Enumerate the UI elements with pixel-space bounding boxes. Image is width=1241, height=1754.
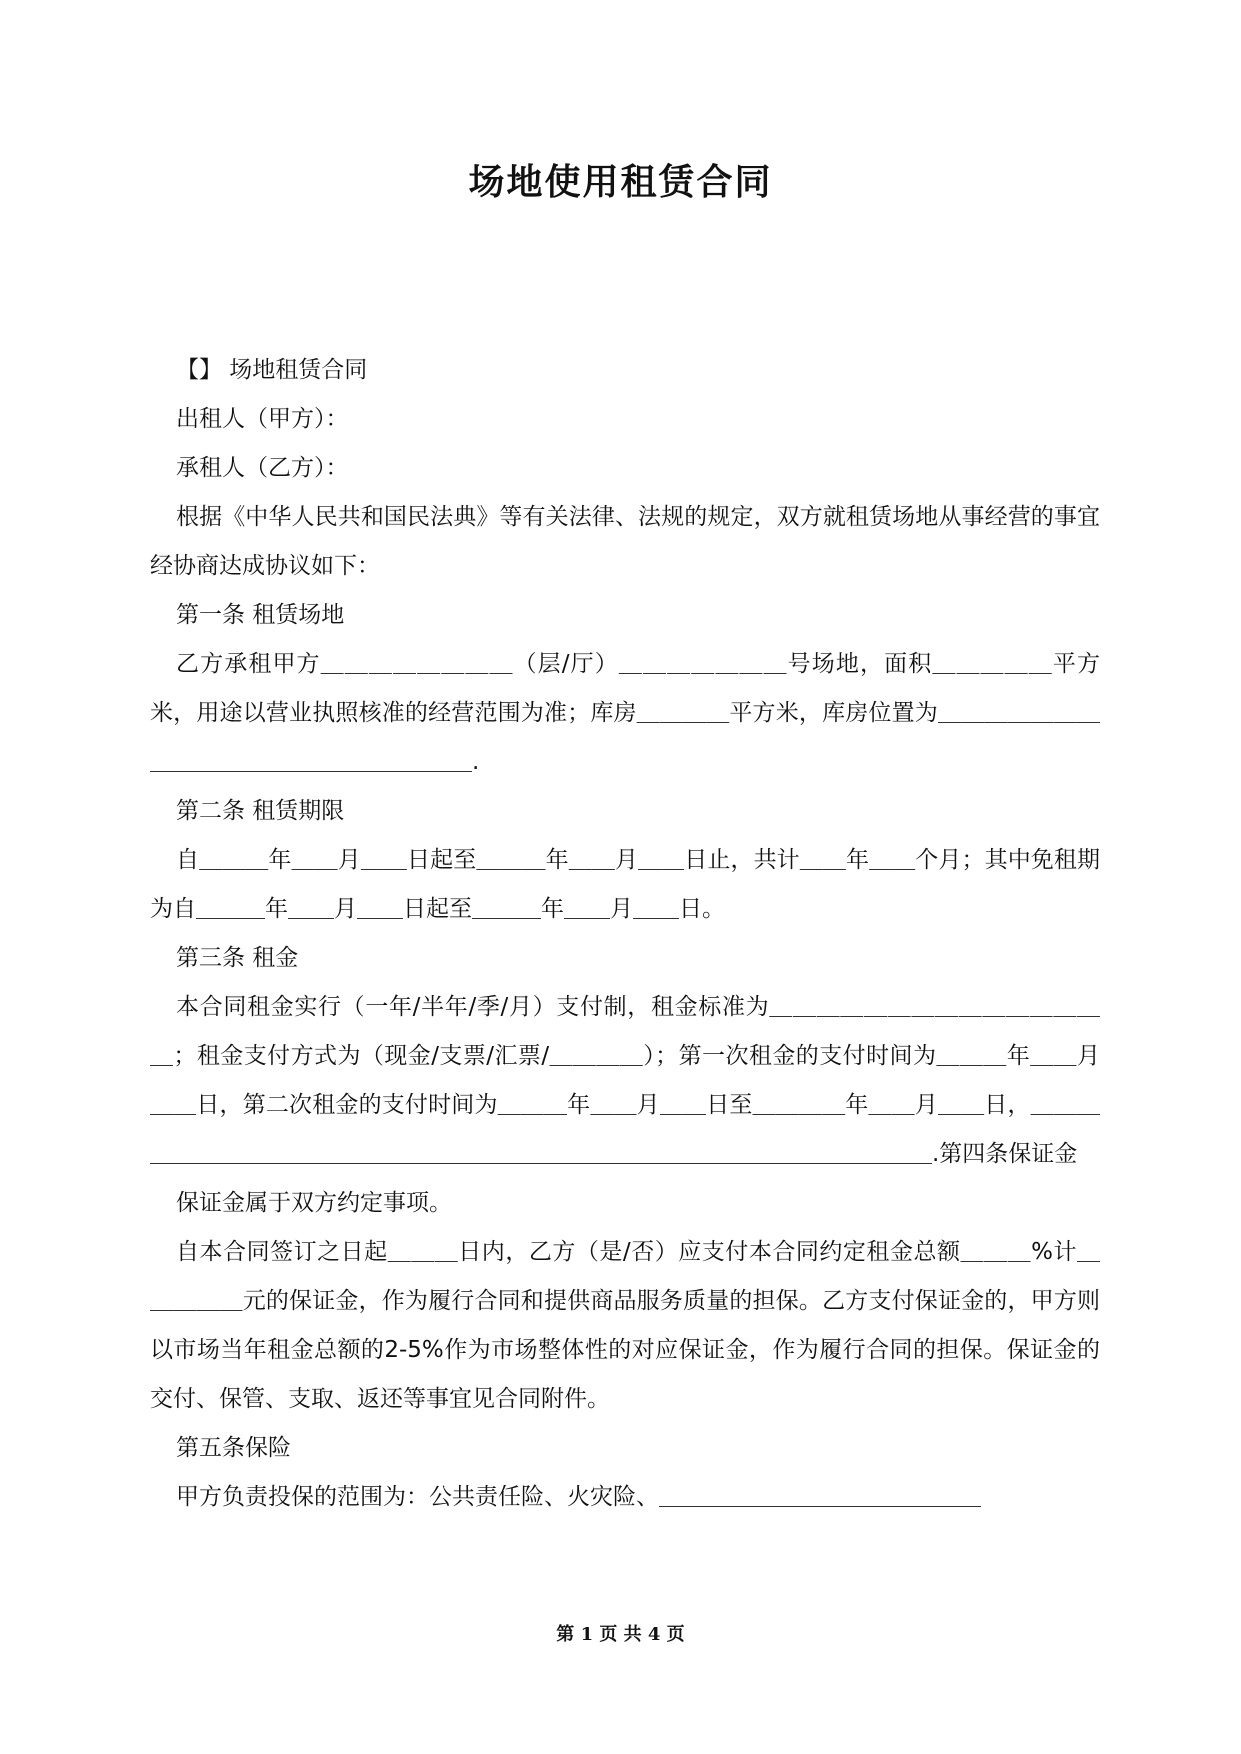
paragraph: 甲方负责投保的范围为：公共责任险、火灾险、＿＿＿＿＿＿＿＿＿＿＿＿＿＿ — [176, 1484, 981, 1510]
paragraph: 本合同租金实行（一年/半年/季/月）支付制，租金标准为＿＿＿＿＿＿＿＿＿＿＿＿＿＿＿；租金支付方式为（现金/支票/汇票/＿＿＿＿）；第一次租金的支付时间为＿＿＿年＿＿月＿＿日，第二次租金的支付时间为＿＿＿年＿＿月＿＿日至＿＿＿＿年＿＿月＿＿日，＿＿＿＿＿＿＿＿＿＿＿＿＿＿＿＿＿＿＿＿＿＿＿＿＿＿＿＿＿＿＿＿＿＿＿＿＿.第四条保证金 — [150, 994, 1100, 1167]
paragraph: 第三条 租金 — [176, 945, 299, 971]
paragraph: 根据《中华人民共和国民法典》等有关法律、法规的规定，双方就租赁场地从事经营的事宜经协商达成协议如下： — [150, 504, 1100, 579]
paragraph: 出租人（甲方）： — [176, 406, 349, 432]
paragraph: 保证金属于双方约定事项。 — [176, 1190, 452, 1216]
paragraph: 【】 场地租赁合同 — [176, 357, 368, 383]
paragraph: 第五条保险 — [176, 1435, 291, 1461]
paragraph: 自本合同签订之日起＿＿＿日内，乙方（是/否）应支付本合同约定租金总额＿＿＿%计＿＿＿＿＿元的保证金，作为履行合同和提供商品服务质量的担保。乙方支付保证金的，甲方则以市场当年租金总额的2-5%作为市场整体性的对应保证金，作为履行合同的担保。保证金的交付、保管、支取、返还等事宜见合同附件。 — [150, 1239, 1100, 1412]
paragraph: 第一条 租赁场地 — [176, 602, 345, 628]
document-body — [150, 346, 1100, 1522]
page-title: 场地使用租赁合同 — [468, 162, 773, 203]
paragraph: 自＿＿＿年＿＿月＿＿日起至＿＿＿年＿＿月＿＿日止，共计＿＿年＿＿个月；其中免租期为自＿＿＿年＿＿月＿＿日起至＿＿＿年＿＿月＿＿日。 — [150, 847, 1100, 922]
paragraph: 承租人（乙方）： — [176, 455, 349, 481]
page-footer: 第 1 页 共 4 页 — [556, 1624, 685, 1645]
paragraph: 乙方承租甲方＿＿＿＿＿＿＿＿（层/厅）＿＿＿＿＿＿＿号场地，面积＿＿＿＿＿平方米，用途以营业执照核准的经营范围为准；库房＿＿＿＿平方米，库房位置为＿＿＿＿＿＿＿＿＿＿＿＿＿＿＿＿＿＿＿＿＿. — [150, 651, 1100, 775]
paragraph: 第二条 租赁期限 — [176, 798, 345, 824]
